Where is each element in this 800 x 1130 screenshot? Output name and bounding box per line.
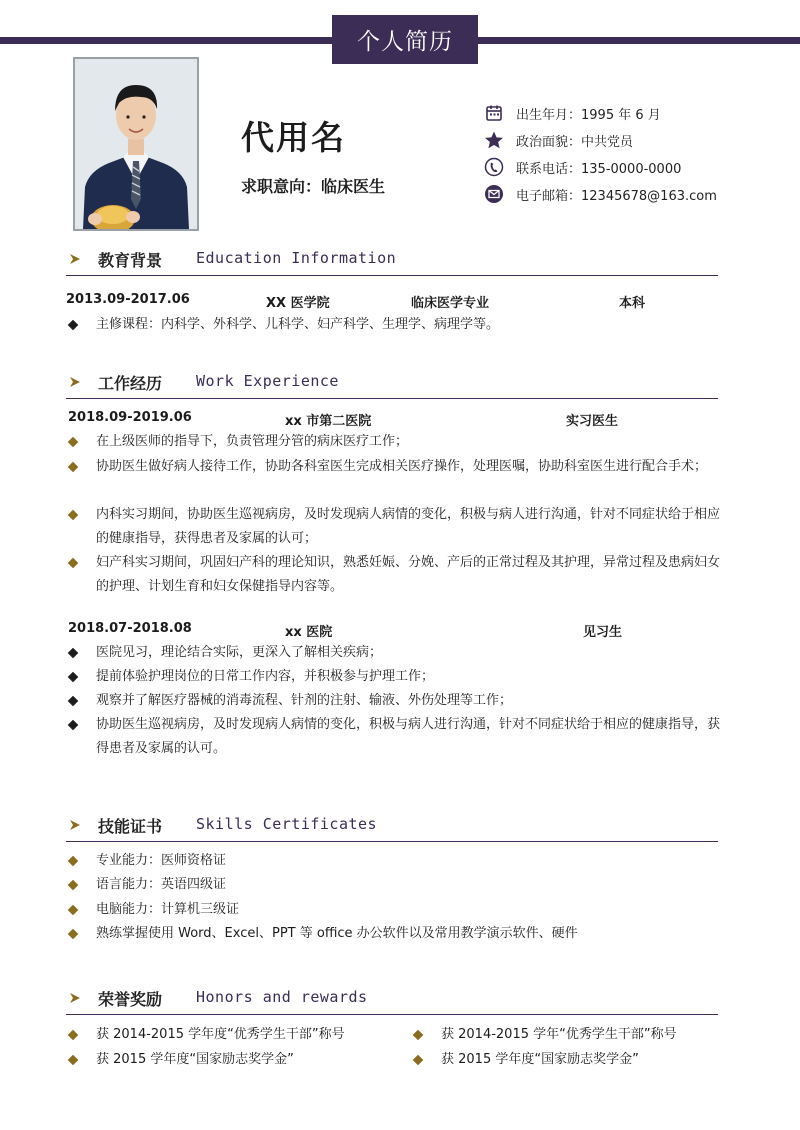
arrow-icon xyxy=(68,818,82,832)
honors-header xyxy=(66,985,718,1015)
person-portrait-icon xyxy=(75,59,197,229)
work-header xyxy=(66,369,718,399)
work-title-en: Work Experience xyxy=(196,372,339,390)
diamond-bullet-icon xyxy=(413,1055,424,1066)
edu-period: 2013.09-2017.06 xyxy=(66,292,190,307)
diamond-bullet-icon xyxy=(68,437,79,448)
diamond-bullet-icon xyxy=(68,856,79,867)
honors-title: 荣誉奖励 xyxy=(98,990,163,1009)
education-title: 教育背景 xyxy=(98,251,163,270)
job-row xyxy=(66,410,718,432)
profile-photo xyxy=(73,57,199,231)
job-org: xx 医院 xyxy=(285,625,333,640)
politics-text: 政治面貌：中共党员 xyxy=(516,134,634,150)
job-period: 2018.07-2018.08 xyxy=(68,621,192,636)
diamond-bullet-icon xyxy=(68,1030,79,1041)
star-icon xyxy=(484,130,504,150)
phone-icon xyxy=(484,157,504,177)
work-title: 工作经历 xyxy=(98,374,163,393)
job-row xyxy=(66,621,718,643)
diamond-bullet-icon xyxy=(68,462,79,473)
diamond-bullet-icon xyxy=(68,1055,79,1066)
diamond-bullet-icon xyxy=(68,320,79,331)
arrow-icon xyxy=(68,252,82,266)
job-intent: 求职意向：临床医生 xyxy=(241,177,386,196)
diamond-bullet-icon xyxy=(68,696,79,707)
diamond-bullet-icon xyxy=(68,558,79,569)
calendar-icon xyxy=(484,103,504,123)
diamond-bullet-icon xyxy=(68,720,79,731)
edu-major: 临床医学专业 xyxy=(411,296,490,311)
birth-text: 出生年月：1995 年 6 月 xyxy=(516,107,661,123)
skills-title-en: Skills Certificates xyxy=(196,815,378,833)
job-period: 2018.09-2019.06 xyxy=(68,410,192,425)
job-role: 实习医生 xyxy=(566,414,619,429)
mail-icon xyxy=(484,184,504,204)
job-role: 见习生 xyxy=(583,625,623,640)
politics-row xyxy=(484,130,633,150)
edu-school: XX 医学院 xyxy=(266,296,330,311)
arrow-icon xyxy=(68,991,82,1005)
diamond-bullet-icon xyxy=(413,1030,424,1041)
arrow-icon xyxy=(68,375,82,389)
job-org: xx 市第二医院 xyxy=(285,414,372,429)
education-header xyxy=(66,246,718,276)
resume-title: 个人简历 xyxy=(332,15,478,64)
diamond-bullet-icon xyxy=(68,672,79,683)
education-row xyxy=(66,292,718,314)
honors-title-en: Honors and rewards xyxy=(196,988,368,1006)
skills-title: 技能证书 xyxy=(98,817,163,836)
birth-row xyxy=(484,103,661,123)
diamond-bullet-icon xyxy=(68,648,79,659)
email-row xyxy=(484,184,717,204)
candidate-name: 代用名 xyxy=(241,118,346,157)
diamond-bullet-icon xyxy=(68,905,79,916)
diamond-bullet-icon xyxy=(68,880,79,891)
edu-degree: 本科 xyxy=(619,296,646,311)
education-title-en: Education Information xyxy=(196,249,397,267)
phone-text: 联系电话：135-0000-0000 xyxy=(516,161,682,177)
diamond-bullet-icon xyxy=(68,929,79,940)
phone-row xyxy=(484,157,681,177)
skills-header xyxy=(66,812,718,842)
email-text: 电子邮箱：12345678@163.com xyxy=(516,188,717,204)
diamond-bullet-icon xyxy=(68,510,79,521)
